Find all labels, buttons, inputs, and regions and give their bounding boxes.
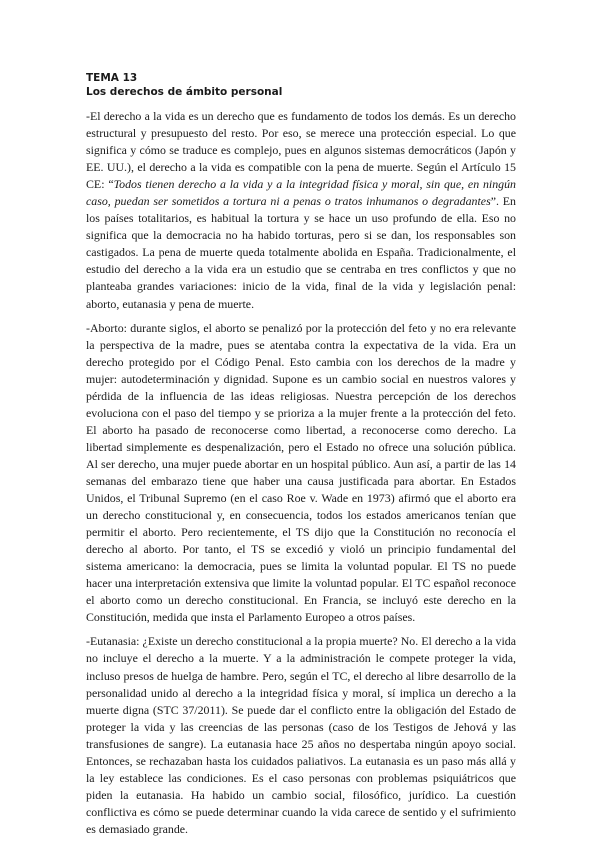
paragraph-derecho-vida-intro: -El derecho a la vida es un derecho que es fundamento de todos los demás. Es un derecho estructural y presupuesto del resto. Por eso, se merece una protección especial. Lo que significa y cómo se traduce es complejo, pues en algunos sistemas democráticos (Japón y EE. UU.), el derecho a la vida es compatible con la pena de muerte. Según el Artículo 15 CE: “	[86, 109, 516, 192]
document-body	[86, 71, 516, 838]
paragraph-eutanasia: -Eutanasia: ¿Existe un derecho constitucional a la propia muerte? No. El derecho a la vida no incluye el derecho a la muerte. Y a la administración le compete proteger la vida, incluso presos de huelga de hambre. Pero, según el TC, el derecho al libre desarrollo de la personalidad unido al derecho a la integridad física y moral, sí implica un derecho a la muerte digna (STC 37/2011). Se puede dar el conflicto entre la obligación del Estado de proteger la vida y las creencias de las personas (caso de los Testigos de Jehová y las transfusiones de sangre). La eutanasia hace 25 años no despertaba ningún apoyo social. Entonces, se rechazaban hasta los cuidados paliativos. La eutanasia es un paso más allá y la ley establece las condiciones. Es el caso personas con problemas psiquiátricos que piden la eutanasia. Ha habido un cambio social, filosófico, jurídico. La cuestión conflictiva es cómo se puede determinar cuando la vida carece de sentido y el sufrimiento es demasiado grande.	[86, 634, 516, 836]
topic-number: TEMA 13	[86, 72, 138, 84]
paragraph-aborto: -Aborto: durante siglos, el aborto se penalizó por la protección del feto y no era relevante la perspectiva de la madre, pues se atentaba contra la expectativa de la vida. Era un derecho protegido por el Código Penal. Esto cambia con los derechos de la madre y mujer: autodeterminación y dignidad. Supone es un cambio social en nuestros valores y pérdida de la influencia de las ideas religiosas. Nuestra percepción de los derechos evoluciona con el paso del tiempo y se prioriza a la mujer frente a la protección del feto. El aborto ha pasado de reconocerse como libertad, a reconocerse como derecho. La libertad simplemente es despenalización, pero el Estado no ofrece una solución pública. Al ser derecho, una mujer puede abortar en un hospital público. Aun así, a partir de las 14 semanas del embarazo tiene que haber una causa justificada para abortar. En Estados Unidos, el Tribunal Supremo (en el caso Roe v. Wade en 1973) afirmó que el aborto era un derecho constitucional y, en consecuencia, todos los estados americanos tenían que permitir el aborto. Pero recientemente, el TS dijo que la Constitución no reconocía el derecho al aborto. Por tanto, el TS se excedió y violó un principio fundamental del sistema americano: la democracia, pues se limita la voluntad popular. El TS no puede hacer una interpretación extensiva que limite la voluntad popular. El TC español reconoce el aborto como un derecho constitucional. En Francia, se incluyó este derecho en la Constitución, medida que insta el Parlamento Europeo a otros países.	[86, 320, 516, 625]
paragraph-derecho-vida	[86, 108, 516, 313]
paragraph-derecho-vida-rest: ”. En los países totalitarios, es habitual la tortura y se hace un uso profundo de ella. Eso no significa que la democracia no ha habido torturas, pero si se dan, los responsables son castigados. La pena de muerte queda totalmente abolida en España. Tradicionalmente, el estudio del derecho a la vida era un estudio que se centraba en tres conflictos y que no planteaba grandes variaciones: inicio de la vida, final de la vida y legislación penal: aborto, eutanasia y pena de muerte.	[86, 194, 516, 311]
topic-title: Los derechos de ámbito personal	[86, 86, 283, 98]
article-15-quote: Todos tienen derecho a la vida y a la integridad física y moral, sin que, en ningún caso, puedan ser sometidos a tortura ni a penas o tratos inhumanos o degradantes	[86, 177, 517, 209]
